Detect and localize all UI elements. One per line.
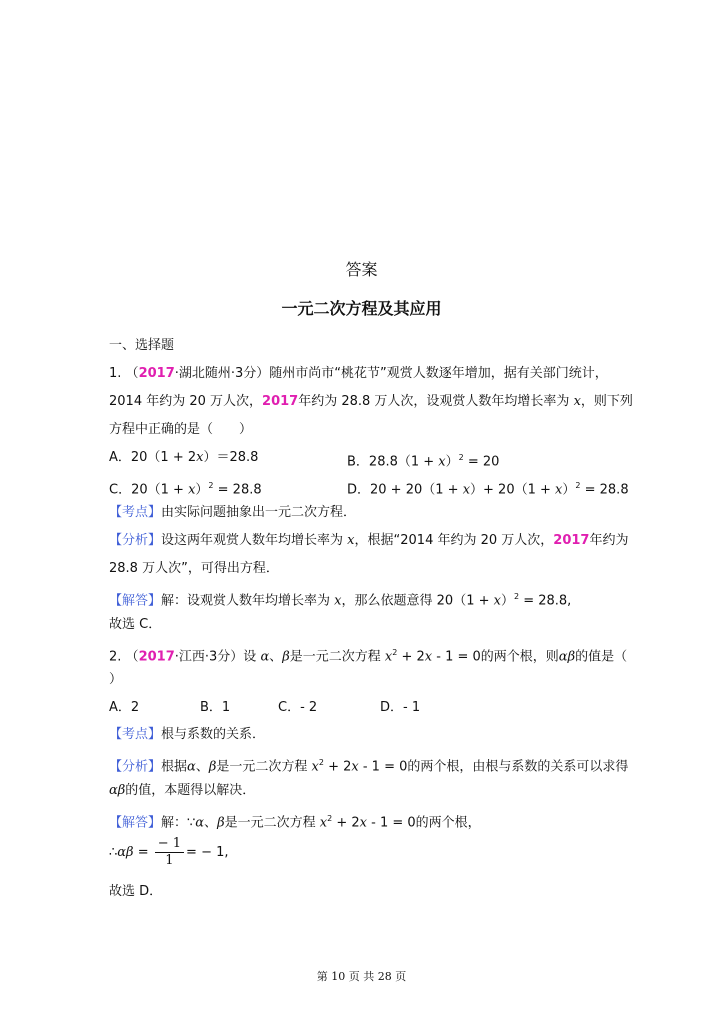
q2-fenxi-line-2: αβ的值，本题得以解决． <box>109 783 256 798</box>
q2-fenxi-line-1: 【分析】根据α、β是一元二次方程 $x^2 + 2x - 1 = 0$的两个根，由根与系数的关系可以求得 <box>109 758 629 775</box>
q2-kaodian: 【考点】根与系数的关系． <box>109 727 266 742</box>
q2-option-c: C．- 2 <box>278 700 318 715</box>
chapter-title: 一元二次方程及其应用 <box>281 299 442 318</box>
q2-year: 2017 <box>138 649 175 665</box>
q1-option-d: D．$20 + 20(1 + x)+ 20(1 + x)^2 = 28.8$ <box>347 481 629 498</box>
section-heading: 一、选择题 <box>109 338 175 353</box>
q1-line-3: 方程中正确的是（ ） <box>109 422 253 437</box>
q1-fenxi-line-2: 28.8 万人次”，可得出方程． <box>109 561 279 576</box>
q1-option-c: C．$20(1 + x)^2 = 28.8$ <box>109 481 262 498</box>
q1-line-2: 2014 年约为 20 万人次，2017年约为 28.8 万人次，设观赏人数年均增长率为 x，则下列 <box>109 394 633 409</box>
q2-option-b: B．1 <box>200 700 231 715</box>
q2-line-2: ） <box>109 672 123 687</box>
answer-heading: 答案 <box>345 260 378 279</box>
q2-option-a: A．2 <box>109 700 140 715</box>
q1-year: 2017 <box>138 366 175 381</box>
page-footer: 第 10 页 共 28 页 <box>316 970 407 983</box>
q2-jieda: 【解答】解：∵α、β是一元二次方程 $x^2 + 2x - 1 = 0$的两个根， <box>109 814 481 831</box>
q1-jieda: 【解答】解：设观赏人数年均增长率为 x，那么依题意得 $20(1 + x)^2 = 28.8$, <box>109 592 572 609</box>
q2-option-d: D．- 1 <box>380 700 421 715</box>
q1-line-1: 1. （2017·湖北随州·3分）随州市尚市“桃花节”观赏人数逐年增加，据有关部门统计， <box>109 366 608 381</box>
q1-answer: 故选 C． <box>109 617 162 632</box>
fraction: $\frac{- 1}{1}$ <box>155 836 184 869</box>
q1-option-b: B．$28.8(1 + x)^2 = 20$ <box>347 453 500 470</box>
q2-answer: 故选 D． <box>109 884 163 899</box>
q1-kaodian: 【考点】由实际问题抽象出一元二次方程． <box>109 505 357 520</box>
q1-fenxi-line-1: 【分析】设这两年观赏人数年均增长率为 x，根据“2014 年约为 20 万人次，2017年约为 <box>109 533 629 548</box>
q2-line-1: 2. （2017·江西·3分）设 α、β是一元二次方程 $x^2 + 2x - 1 = 0$的两个根，则αβ的值是（ <box>109 648 628 665</box>
q2-fraction-line: ∴αβ = $\frac{- 1}{1}$ = − 1, <box>109 836 229 868</box>
q1-option-a: A．20（1 + 2x）＝28.8 <box>109 450 259 465</box>
